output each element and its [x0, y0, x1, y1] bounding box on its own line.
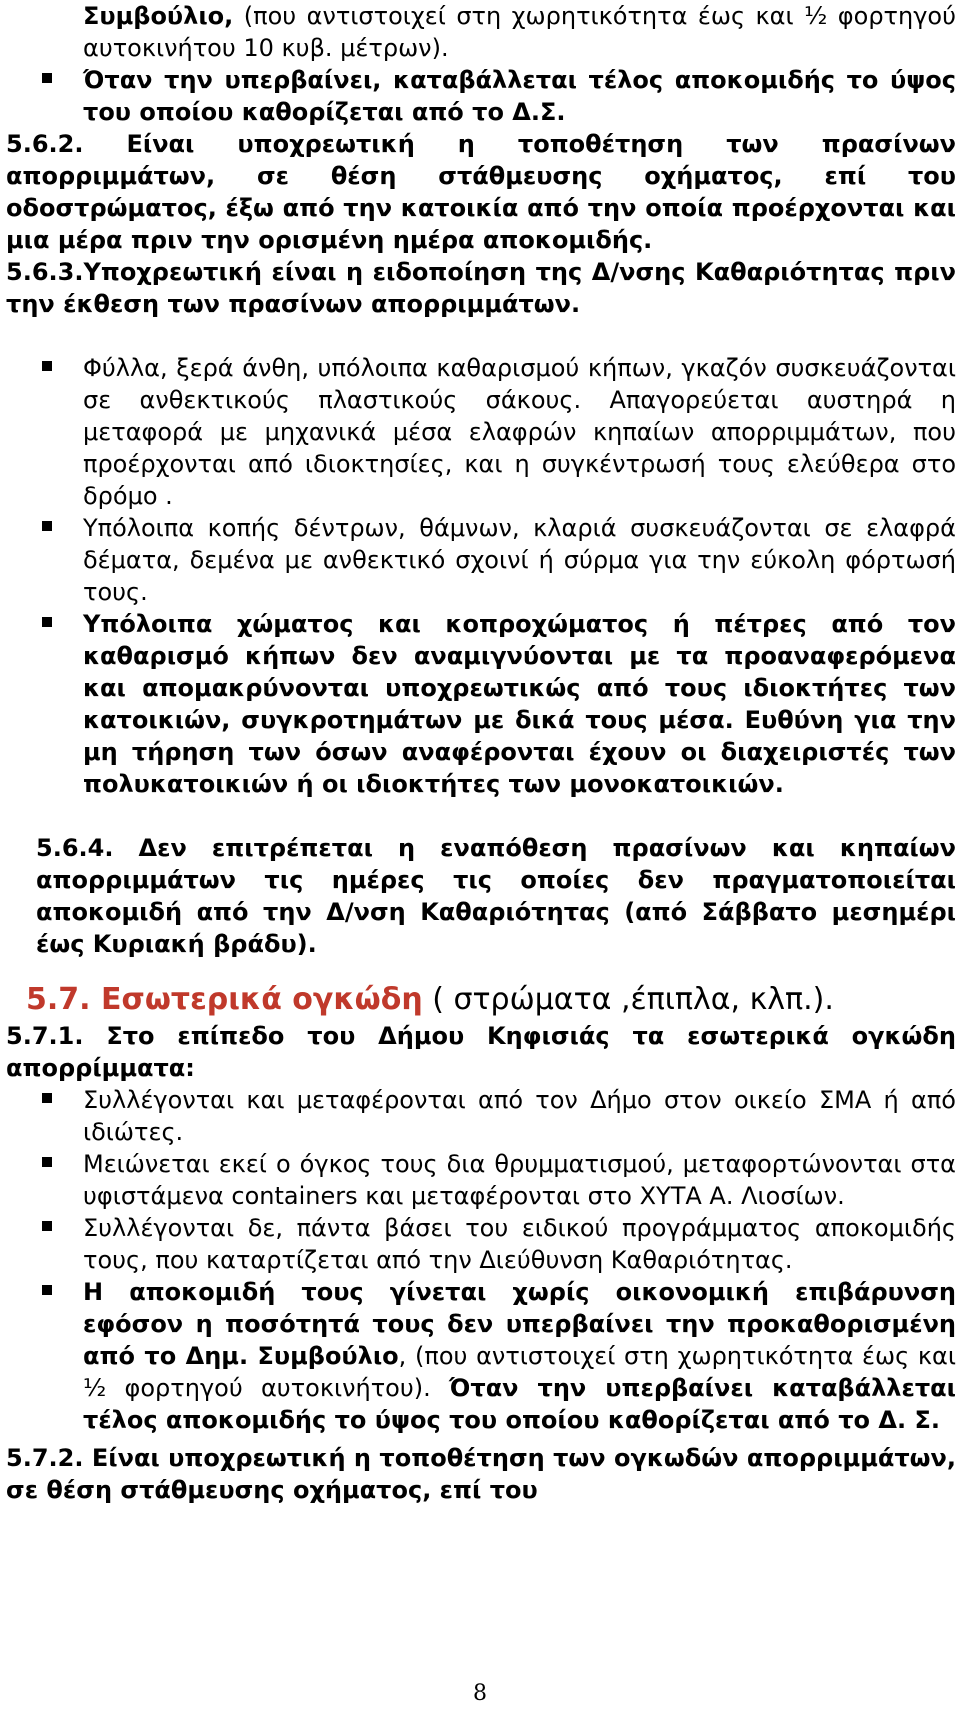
square-bullet-icon [42, 1285, 52, 1295]
paragraph-5-6-2: 5.6.2. Είναι υποχρεωτική η τοποθέτηση των πρασίνων απορριμμάτων, σε θέση στάθμευσης οχήματος, επί του οδοστρώματος, έξω από την κατοικία από την οποία προέρχονται και μια μέρα πριν την ορισμένη ημέρα αποκομιδής. [6, 130, 956, 254]
list-item: Συλλέγονται και μεταφέρονται από τον Δήμο στον οικείο ΣΜΑ ή από ιδιώτες. [6, 1084, 956, 1148]
bullet-list-bulky-waste [6, 1084, 956, 1436]
list-item: Μειώνεται εκεί ο όγκος τους δια θρυμματισμού, μεταφορτώνονται στα υφιστάμενα containers και μεταφέρονται στο ΧΥΤΑ Α. Λιοσίων. [6, 1148, 956, 1212]
square-bullet-icon [42, 73, 52, 83]
square-bullet-icon [42, 361, 52, 371]
square-bullet-icon [42, 1157, 52, 1167]
list-item: Η αποκομιδή τους γίνεται χωρίς οικονομική επιβάρυνση εφόσον η ποσότητά τους δεν υπερβαίνει την προκαθορισμένη από το Δημ. Συμβούλιο, (που αντιστοιχεί στη χωρητικότητα έως και ½ φορτηγού αυτοκινήτου). Όταν την υπερβαίνει καταβάλλεται τέλος αποκομιδής το ύψος του οποίου καθορίζεται από το Δ. Σ. [6, 1276, 956, 1436]
section-heading-5-7: 5.7. Εσωτερικά ογκώδη ( στρώματα ,έπιπλα, κλπ.). [26, 982, 834, 1017]
bullet-list-green-waste [6, 352, 956, 800]
list-item: Υπόλοιπα χώματος και κοπροχώματος ή πέτρες από τον καθαρισμό κήπων δεν αναμιγνύονται με τα προαναφερόμενα και απομακρύνονται υποχρεωτικώς από τους ιδιοκτήτες των κατοικιών, συγκροτημάτων με δικά τους μέσα. Ευθύνη για την μη τήρηση των όσων αναφέρονται έχουν οι διαχειριστές των πολυκατοικιών ή οι ιδιοκτήτες των μονοκατοικιών. [6, 608, 956, 800]
document-page [6, 0, 956, 1506]
list-item: Φύλλα, ξερά άνθη, υπόλοιπα καθαρισμού κήπων, γκαζόν συσκευάζονται σε ανθεκτικούς πλαστικούς σάκους. Απαγορεύεται αυστηρά η μεταφορά με μηχανικά μέσα ελαφρών κηπαίων απορριμμάτων, που προέρχονται από ιδιοκτησίες, και η συγκέντρωσή τους ελεύθερα στο δρόμο . [6, 352, 956, 512]
square-bullet-icon [42, 617, 52, 627]
square-bullet-icon [42, 1093, 52, 1103]
paragraph-5-6-3: 5.6.3.Υποχρεωτική είναι η ειδοποίηση της Δ/νσης Καθαριότητας πριν την έκθεση των πρασίνων απορριμμάτων. [6, 258, 956, 318]
list-item: Υπόλοιπα κοπής δέντρων, θάμνων, κλαριά συσκευάζονται σε ελαφρά δέματα, δεμένα με ανθεκτικό σχοινί ή σύρμα για την εύκολη φόρτωσή τους. [6, 512, 956, 608]
paragraph-5-7-1: 5.7.1. Στο επίπεδο του Δήμου Κηφισιάς τα εσωτερικά ογκώδη απορρίμματα: [6, 1022, 956, 1082]
list-item: Συλλέγονται δε, πάντα βάσει του ειδικού προγράμματος αποκομιδής τους, που καταρτίζεται από την Διεύθυνση Καθαριότητας. [6, 1212, 956, 1276]
paragraph-5-6-4: 5.6.4. Δεν επιτρέπεται η εναπόθεση πρασίνων και κηπαίων απορριμμάτων τις ημέρες τις οποίες δεν πραγματοποιείται αποκομιδή από την Δ/νση Καθαριότητας (από Σάββατο μεσημέρι έως Κυριακή βράδυ). [36, 834, 956, 958]
page-number: 8 [473, 1681, 487, 1706]
paragraph-text: (που αντιστοιχεί στη χωρητικότητα έως και ½ φορτηγού αυτοκινήτου 10 κυβ. μέτρων). [83, 2, 956, 62]
bullet-list-fee [6, 64, 956, 128]
bold-term: Συμβούλιο, [83, 2, 234, 30]
paragraph-5-7-2: 5.7.2. Είναι υποχρεωτική η τοποθέτηση των ογκωδών απορριμμάτων, σε θέση στάθμευσης οχήματος, επί του [6, 1444, 956, 1504]
square-bullet-icon [42, 521, 52, 531]
square-bullet-icon [42, 1221, 52, 1231]
list-item: Όταν την υπερβαίνει, καταβάλλεται τέλος αποκομιδής το ύψος του οποίου καθορίζεται από το Δ.Σ. [6, 64, 956, 128]
paragraph-council-capacity [6, 0, 956, 64]
